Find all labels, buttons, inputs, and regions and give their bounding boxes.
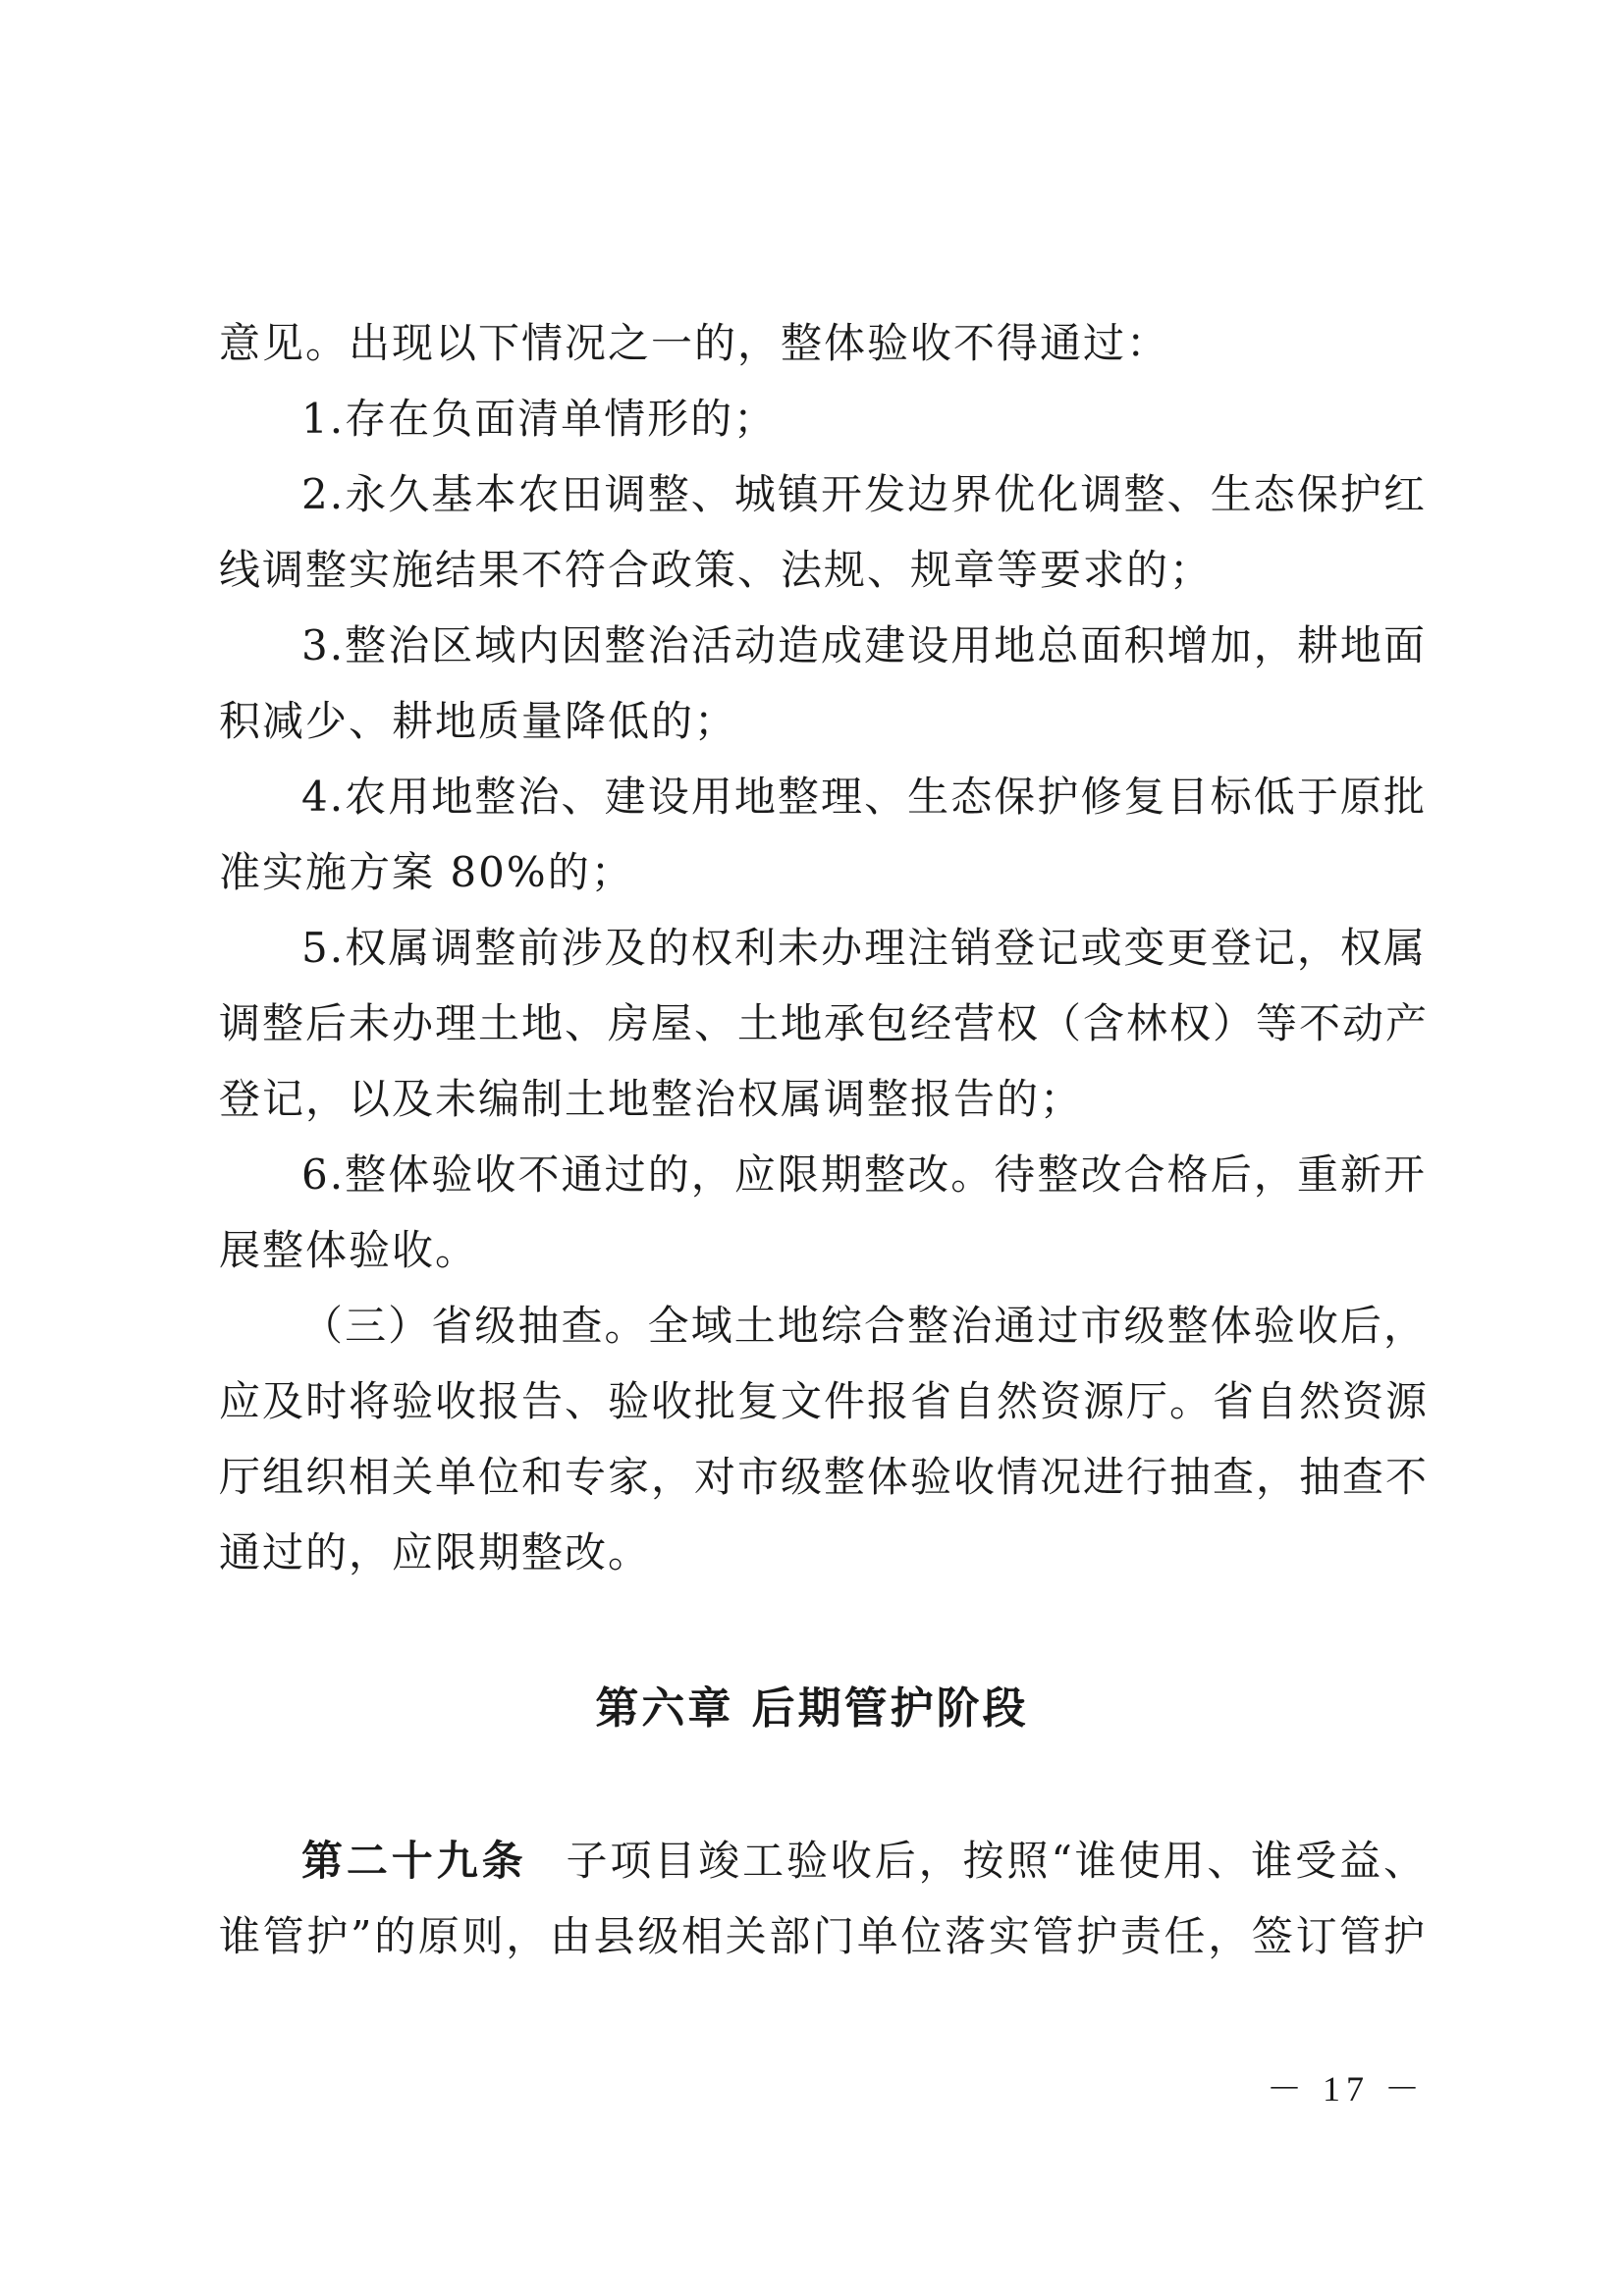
article-text-continued: 谁管护”的原则，由县级相关部门单位落实管护责任，签订管护 <box>219 1912 1427 1960</box>
article-text: 子项目竣工验收后，按照“谁使用、谁受益、 <box>566 1837 1427 1885</box>
list-item-4: 4.农用地整治、建设用地整理、生态保护修复目标低于原批 <box>301 773 1427 821</box>
list-item-6-continued: 展整体验收。 <box>219 1226 479 1274</box>
chapter-heading: 第六章 后期管护阶段 <box>595 1683 1029 1734</box>
list-item-6: 6.整体验收不通过的，应限期整改。待整改合格后，重新开 <box>301 1150 1427 1199</box>
list-item-2: 2.永久基本农田调整、城镇开发边界优化调整、生态保护红 <box>301 470 1427 518</box>
list-item-1: 1.存在负面清单情形的； <box>301 395 778 443</box>
list-item-3-continued: 积减少、耕地质量降低的； <box>219 697 738 745</box>
section-paragraph-continued: 应及时将验收报告、验收批复文件报省自然资源厅。省自然资源 <box>219 1377 1430 1425</box>
article-line <box>301 1835 1427 1888</box>
list-item-5-continued: 调整后未办理土地、房屋、土地承包经营权（含林权）等不动产 <box>219 999 1430 1047</box>
list-item-5: 5.权属调整前涉及的权利未办理注销登记或变更登记，权属 <box>301 924 1427 972</box>
list-item-3: 3.整治区域内因整治活动造成建设用地总面积增加，耕地面 <box>301 621 1427 669</box>
section-paragraph-continued: 通过的，应限期整改。 <box>219 1528 652 1576</box>
section-paragraph-continued: 厅组织相关单位和专家，对市级整体验收情况进行抽查，抽查不 <box>219 1453 1430 1501</box>
page-number: － 17 － <box>1267 2069 1427 2109</box>
article-label: 第二十九条 <box>301 1837 527 1885</box>
section-paragraph-provincial-check: （三）省级抽查。全域土地综合整治通过市级整体验收后， <box>301 1302 1427 1350</box>
list-item-4-continued: 准实施方案 80%的； <box>219 848 634 896</box>
body-text-line: 意见。出现以下情况之一的，整体验收不得通过： <box>219 319 1170 367</box>
list-item-2-continued: 线调整实施结果不符合政策、法规、规章等要求的； <box>219 546 1214 594</box>
list-item-5-continued: 登记，以及未编制土地整治权属调整报告的； <box>219 1075 1084 1123</box>
